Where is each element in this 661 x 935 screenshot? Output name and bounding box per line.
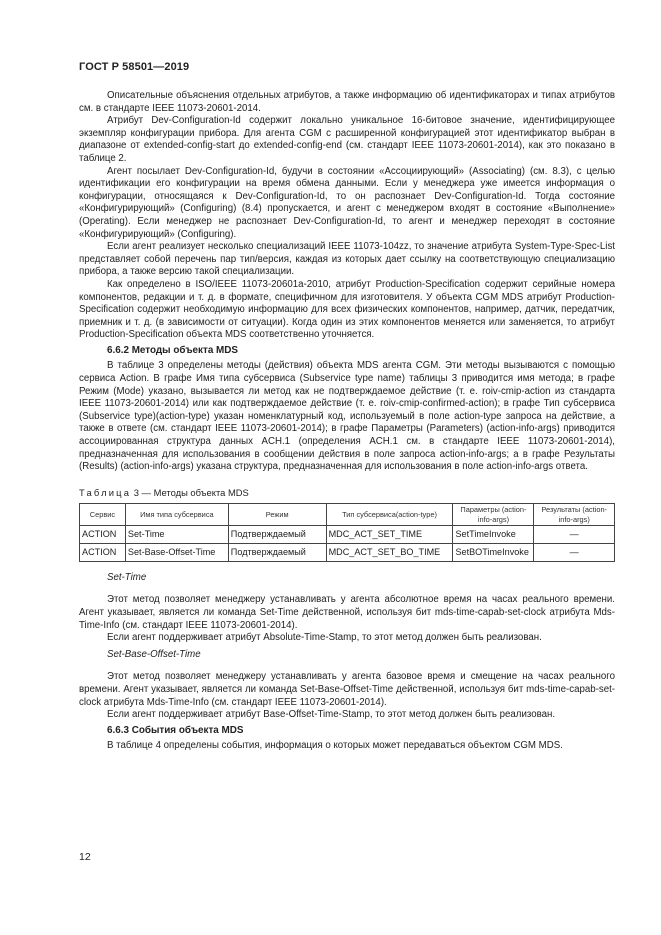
table-header-row [80, 504, 615, 525]
table-caption-text: 3 — Методы объекта MDS [133, 486, 249, 498]
paragraph: В таблице 3 определены методы (действия) объекта MDS агента CGM. Эти методы вызываются с помощью сервиса Action. В графе Имя типа субсервиса (Subservice type name) таблицы 3 приводится имя метода; в графе Режим (Mode) указано, вызывается ли метод как не подтверждаемое действие (т. е. roiv-cmip-action из стандарта IEEE 11073-20601-2014) или как подтверждаемое действие (т. е. roiv-cmip-confirmed-action); в графе Тип субсервиса (Subservice type)(action-type) указан номенклатурный код, используемый в поле action-type запроса на действие, а также в ответе (см. стандарт IEEE 11073-20601-2014); в графе Параметры (Parameters) (action-info-args) приводится ассоциированная структура данных ACH.1 (определения ACH.1 см. в стандарте IEEE 11073-20601-2014), предназначенная для использования в сообщении действия в поле запроса action-info-args; а в графе Результаты (Results) (action-info-args) указана структура, предназначенная для использования в поле action-info-args ответа. [79, 360, 615, 473]
paragraph: В таблице 4 определены события, информация о которых может передаваться объектом CGM MDS. [107, 740, 563, 752]
paragraph: Если агент поддерживает атрибут Base-Offset-Time-Stamp, то этот метод должен быть реализован. [107, 709, 556, 721]
paragraph: Атрибут Dev-Configuration-Id содержит локально уникальное 16-битовое значение, идентифицирующее экземпляр конфигурации прибора. Для агента CGM с расширенной конфигурацией этот идентификатор выбран в диапазоне от extended-config-start до extended-config-end (см. стандарт IEEE 11073-20601-2014), как это показано в таблице 2. [79, 115, 615, 164]
table-cell: ACTION [80, 525, 126, 543]
table-row [80, 543, 615, 561]
section-heading-6-6-2: 6.6.2 Методы объекта MDS [107, 344, 238, 356]
paragraph: Описательные объяснения отдельных атрибутов, а также информацию об идентификаторах и типах атрибутов см. в стандарте IEEE 11073-20601-2014. [79, 90, 615, 114]
table-row [80, 525, 615, 543]
table-cell: Подтверждаемый [228, 525, 326, 543]
page-number: 12 [79, 851, 91, 863]
table-caption [79, 487, 615, 500]
table-cell: SetTimeInvoke [453, 525, 534, 543]
table-cell: SetBOTimeInvoke [453, 543, 534, 561]
header-cell: Тип субсервиса(action-type) [326, 504, 453, 525]
table-cell: Set-Time [125, 525, 228, 543]
header-cell: Режим [228, 504, 326, 525]
header-cell: Имя типа субсервиса [125, 504, 228, 525]
table-cell: ACTION [80, 543, 126, 561]
document-body [79, 90, 615, 753]
table-cell: — [534, 525, 615, 543]
table-cell: Set-Base-Offset-Time [125, 543, 228, 561]
paragraph: Если агент поддерживает атрибут Absolute-Time-Stamp, то этот метод должен быть реализован. [107, 632, 542, 644]
page-header: ГОСТ Р 58501—2019 [79, 61, 190, 73]
table-cell: — [534, 543, 615, 561]
method-title-set-time: Set-Time [107, 571, 147, 583]
table-cell: Подтверждаемый [228, 543, 326, 561]
paragraph: Если агент реализует несколько специализаций IEEE 11073-104zz, то значение атрибута System-Type-Spec-List представляет собой перечень пар тип/версия, каждая из которых дает ссылку на соответствующую специализацию прибора, а также версию такой специализации. [79, 241, 615, 278]
paragraph: Агент посылает Dev-Configuration-Id, будучи в состоянии «Ассоциирующий» (Associating) (см. 8.3), с целью идентификации его конфигурации на время обмена данными. Если у менеджера уже имеется информация о конфигурации, относящаяся к Dev-Configuration-Id, то он распознает Dev-Configuration-Id. Тогда состояние «Конфигурирующий» (Configuring) (8.4) пропускается, и агент с менеджером входят в состояние «Выполнение» (Operating). Если менеджер не распознает Dev-Configuration-Id, то агент и менеджер переходят в состояние «Конфигурирующий» (Configuring). [79, 165, 615, 240]
table-cell: MDC_ACT_SET_BO_TIME [326, 543, 453, 561]
method-title-set-base-offset-time: Set-Base-Offset-Time [107, 648, 201, 660]
section-heading-6-6-3: 6.6.3 События объекта MDS [107, 724, 244, 736]
header-cell: Сервис [80, 504, 126, 525]
table-caption-label: Таблица [79, 486, 132, 498]
table-cell: MDC_ACT_SET_TIME [326, 525, 453, 543]
header-cell: Результаты (action-info-args) [534, 504, 615, 525]
paragraph: Этот метод позволяет менеджеру устанавливать у агента базовое время и смещение на часах реального времени. Агент указывает, является ли команда Set-Base-Offset-Time действенной, используя бит mds-time-capab-set-clock атрибута Mds-Time-Info (см. стандарт IEEE 11073-20601-2014). [79, 671, 615, 708]
methods-table [79, 503, 615, 561]
paragraph: Как определено в ISO/IEEE 11073-20601a-2010, атрибут Production-Specification содержит серийные номера компонентов, редакции и т. д. в формате, специфичном для изготовителя. У объекта CGM MDS атрибут Production-Specification содержит необходимую информацию для всех физических компонентов, например, датчик, передатчик, приемник и т. д. (в зависимости от ситуации). Когда один из этих компонентов меняется или заменяется, то атрибут Production-Specification объекта MDS соответственно уточняется. [79, 278, 615, 341]
header-cell: Параметры (action-info-args) [453, 504, 534, 525]
paragraph: Этот метод позволяет менеджеру устанавливать у агента абсолютное время на часах реального времени. Агент указывает, является ли команда Set-Time действенной, используя бит mds-time-capab-set-clock атрибута Mds-Time-Info (см. стандарт IEEE 11073-20601-2014). [79, 594, 615, 631]
